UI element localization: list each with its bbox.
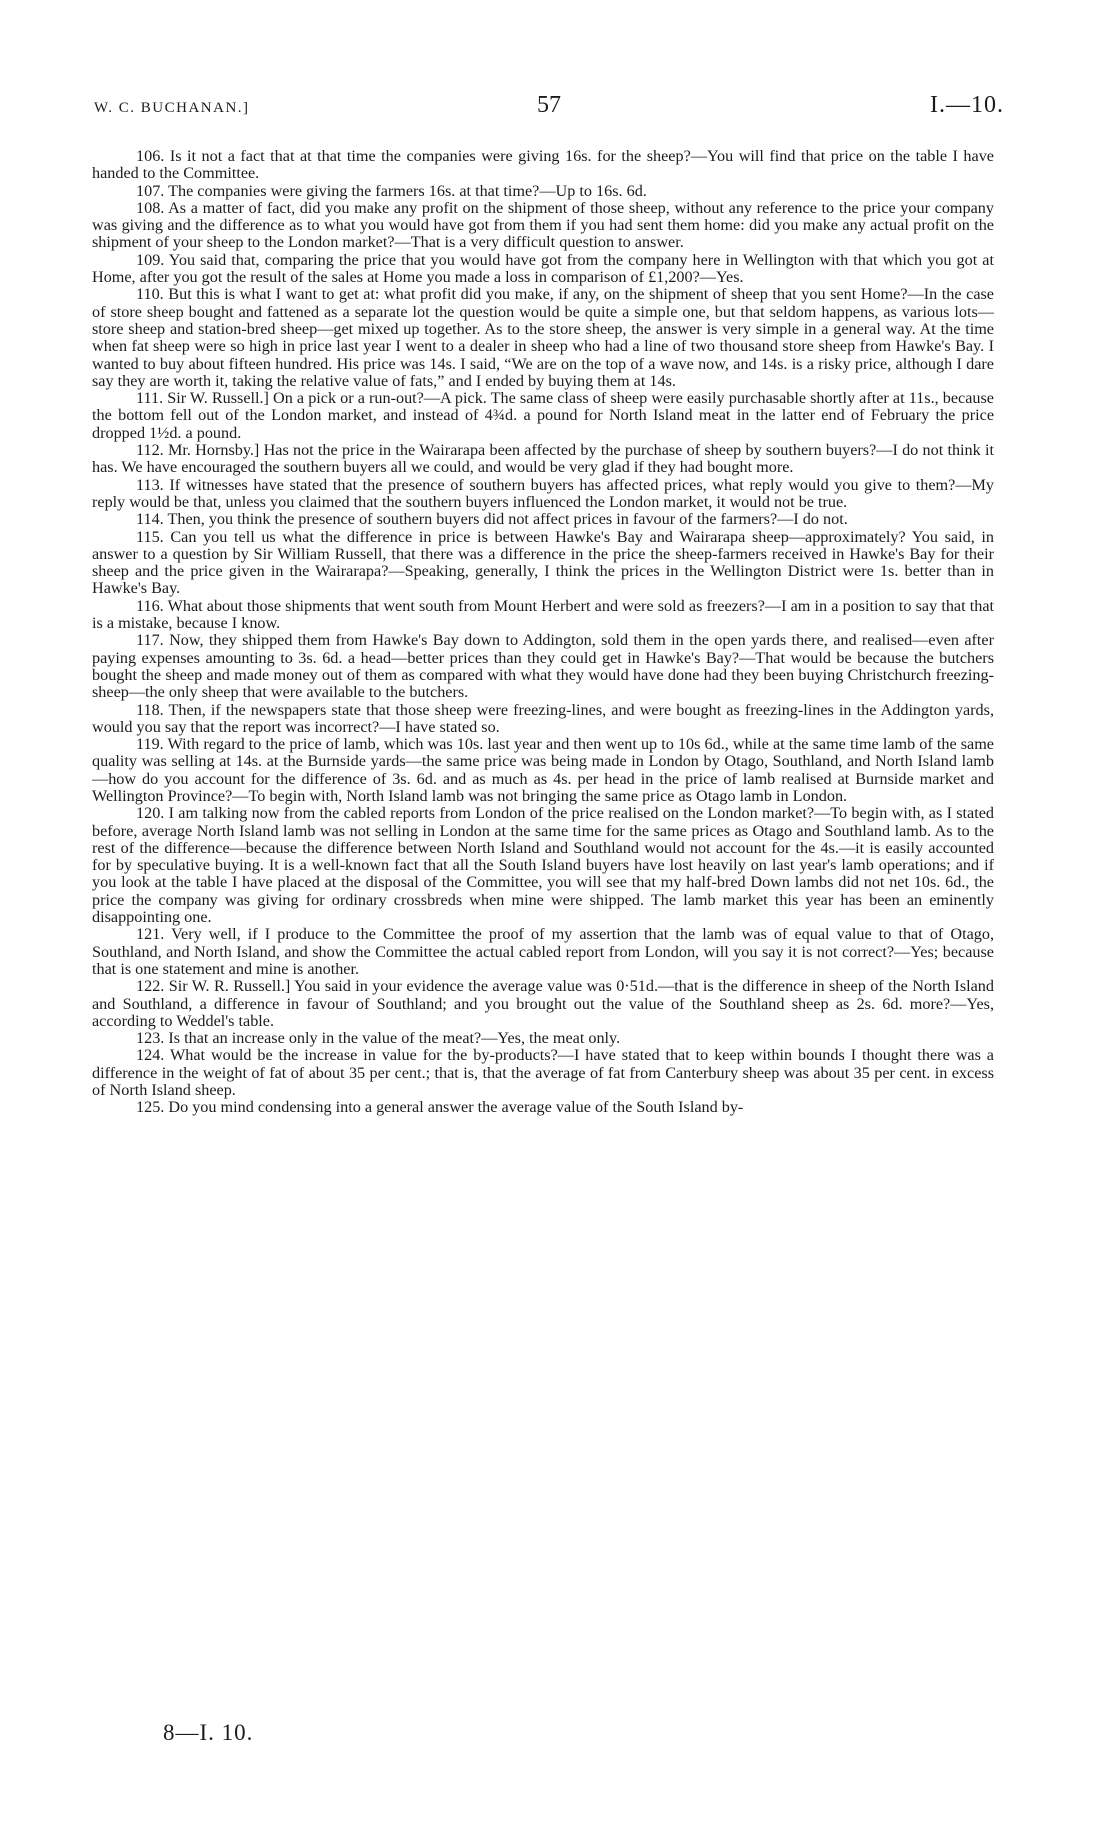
paragraph: 114. Then, you think the presence of southern buyers did not affect prices in favour of the farmers?—I do not.: [136, 510, 848, 529]
signature-mark: 8—I. 10.: [163, 1720, 254, 1745]
paragraph: 106. Is it not a fact that at that time the companies were giving 16s. for the sheep?—You will find that price on the table I have handed to the Committee.: [92, 147, 994, 183]
paragraph: 122. Sir W. R. Russell.] You said in your evidence the average value was 0·51d.—that is the difference in sheep of the North Island and Southland, a difference in favour of Southland; and you brought out the value of the Southland sheep as 2s. 6d. more?—Yes, according to Weddel's table.: [92, 977, 994, 1030]
body-text: [92, 148, 994, 1117]
page-number: 57: [537, 92, 561, 118]
paragraph: 118. Then, if the newspapers state that those sheep were freezing-lines, and were bought as freezing-lines in the Addington yards, would you say that the report was incorrect?—I have stated so.: [92, 700, 994, 736]
paragraph: 115. Can you tell us what the difference in price is between Hawke's Bay and Wairarapa sheep—approximately? You said, in answer to a question by Sir William Russell, that there was a difference in the price the sheep-farmers received in Hawke's Bay for their sheep and the price given in the Wairarapa?—Speaking, generally, I think the prices in the Wellington District were 1s. better than in Hawke's Bay.: [92, 527, 994, 598]
paragraph: 112. Mr. Hornsby.] Has not the price in the Wairarapa been affected by the purchase of sheep by southern buyers?—I do not think it has. We have encouraged the southern buyers all we could, and would be very glad if they had bought more.: [92, 441, 994, 477]
paragraph: 117. Now, they shipped them from Hawke's Bay down to Addington, sold them in the open yards there, and realised—even after paying expenses amounting to 3s. 6d. a head—better prices than they could get in Hawke's Bay?—That would be because the butchers bought the sheep and made money out of them as compared with what they would have done had they been buying Christchurch freezing-sheep—the only sheep that were available to the butchers.: [92, 631, 994, 702]
paragraph: 116. What about those shipments that went south from Mount Herbert and were sold as freezers?—I am in a position to say that that is a mistake, because I know.: [92, 596, 994, 633]
paragraph: 123. Is that an increase only in the value of the meat?—Yes, the meat only.: [136, 1029, 621, 1048]
paragraph: 109. You said that, comparing the price that you would have got from the company here in Wellington with that which you got at Home, after you got the result of the sales at Home you made a loss in comparison of £1,200?—Yes.: [92, 250, 994, 287]
paragraph: 110. But this is what I want to get at: what profit did you make, if any, on the shipment of sheep that you sent Home?—In the case of store sheep bought and fattened as a separate lot the question would be quite a simple one, but that seldom happens, as various lots—store sheep and station-bred sheep—get mixed up together. As to the store sheep, the answer is very simple in a general way. At the time when fat sheep were so high in price last year I went to a dealer in sheep who had a line of two thousand store sheep from Hawke's Bay. I wanted to buy about fifteen hundred. His price was 14s. I said, “We are on the top of a wave now, and 14s. is a risky price, although I dare say they are worth it, taking the relative value of fats,” and I ended by buying them at 14s.: [92, 285, 994, 390]
paragraph: 124. What would be the increase in value for the by-products?—I have stated that to keep within bounds I thought there was a difference in the weight of fat of about 35 per cent.; that is, that the average of fat from Canterbury sheep was about 35 per cent. in excess of North Island sheep.: [92, 1046, 994, 1100]
paragraph: 111. Sir W. Russell.] On a pick or a run-out?—A pick. The same class of sheep were easily purchasable shortly after at 11s., because the bottom fell out of the London market, and instead of 4¾d. a pound for North Island meat in the latter end of February the price dropped 1½d. a pound.: [92, 389, 994, 442]
paragraph: 125. Do you mind condensing into a general answer the average value of the South Island by-: [136, 1098, 744, 1117]
page-header: [94, 92, 1004, 132]
paragraph: 119. With regard to the price of lamb, which was 10s. last year and then went up to 10s 6d., while at the same time lamb of the same quality was selling at 14s. at the Burnside yards—the same price was being made in London by Otago, Southland, and North Island lamb—how do you account for the difference of 3s. 6d. and as much as 4s. per head in the price of lamb realised at Burnside market and Wellington Province?—To begin with, North Island lamb was not bringing the same price as Otago lamb in London.: [92, 735, 994, 805]
document-reference: I.—10.: [930, 92, 1004, 118]
paragraph: 107. The companies were giving the farmers 16s. at that time?—Up to 16s. 6d.: [136, 181, 647, 200]
paragraph: 120. I am talking now from the cabled reports from London of the price realised on the London market?—To begin with, as I stated before, average North Island lamb was not selling in London at the same time for the same prices as Otago and Southland lamb. As to the rest of the difference—because the difference between North Island and Southland would not account for the 4s.—it is easily accounted for by speculative buying. It is a well-known fact that all the South Island buyers have lost heavily on last year's lamb operations; and if you look at the table I have placed at the disposal of the Committee, you will see that my half-bred Down lambs did not net 10s. 6d., the price the company was giving for ordinary crossbreds when mine were shipped. The lamb market this year has been an eminently disappointing one.: [92, 804, 994, 927]
paragraph: 121. Very well, if I produce to the Committee the proof of my assertion that the lamb was of equal value to that of Otago, Southland, and North Island, and show the Committee the actual cabled report from London, will you say it is not correct?—Yes; because that is one statement and mine is another.: [92, 925, 994, 978]
paragraph: 108. As a matter of fact, did you make any profit on the shipment of those sheep, without any reference to the price your company was giving and the difference as to what you would have got from them if you had sent them home: did you make any actual profit on the shipment of your sheep to the London market?—That is a very difficult question to answer.: [92, 198, 994, 252]
witness-name: W. C. BUCHANAN.]: [94, 100, 250, 116]
paragraph: 113. If witnesses have stated that the presence of southern buyers has affected prices, what reply would you give to them?—My reply would be that, unless you claimed that the southern buyers influenced the London market, it would not be true.: [92, 475, 994, 511]
